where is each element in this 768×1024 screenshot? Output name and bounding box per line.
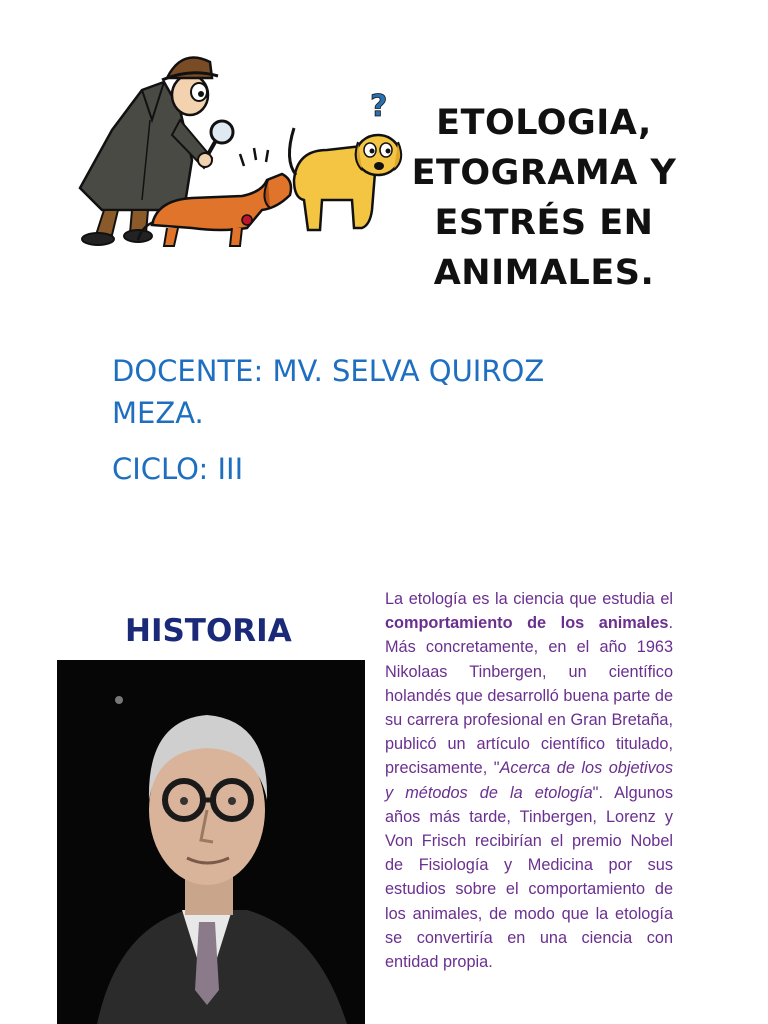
detective-dogs-illustration: [72, 50, 412, 255]
title-line: ESTRÉS EN: [434, 203, 654, 243]
title-line: ETOGRAMA Y: [411, 153, 677, 193]
docente-label: DOCENTE: MV. SELVA QUIROZ MEZA.: [112, 354, 545, 430]
question-mark: ?: [370, 89, 388, 124]
slide-title: [405, 98, 683, 298]
title-line: ANIMALES.: [433, 253, 655, 293]
section-heading: HISTORIA: [125, 613, 292, 649]
title-line: ETOLOGIA,: [436, 103, 652, 143]
highlight-text: comportamiento de los animales: [385, 614, 669, 633]
portrait-photo: [57, 660, 365, 1024]
article-title: Acerca de los objetivos y métodos de la etología: [385, 759, 673, 802]
history-paragraph: La etología es la ciencia que estudia el comportamiento de los animales. Más concretamente, en el año 1963 Nikolaas Tinbergen, un científico holandés que desarrolló buena parte de su carrera profesional en Gran Bretaña, publicó un artículo científico titulado, precisamente, "Acerca de los objetivos y métodos de la etología". Algunos años más tarde, Tinbergen, Lorenz y Von Frisch recibirían el premio Nobel de Fisiología y Medicina por sus estudios sobre el comportamiento de los animales, de modo que la etología se convertiría en una ciencia con entidad propia.: [385, 590, 674, 972]
course-info: [112, 350, 572, 504]
ciclo-label: CICLO: III: [112, 452, 244, 486]
